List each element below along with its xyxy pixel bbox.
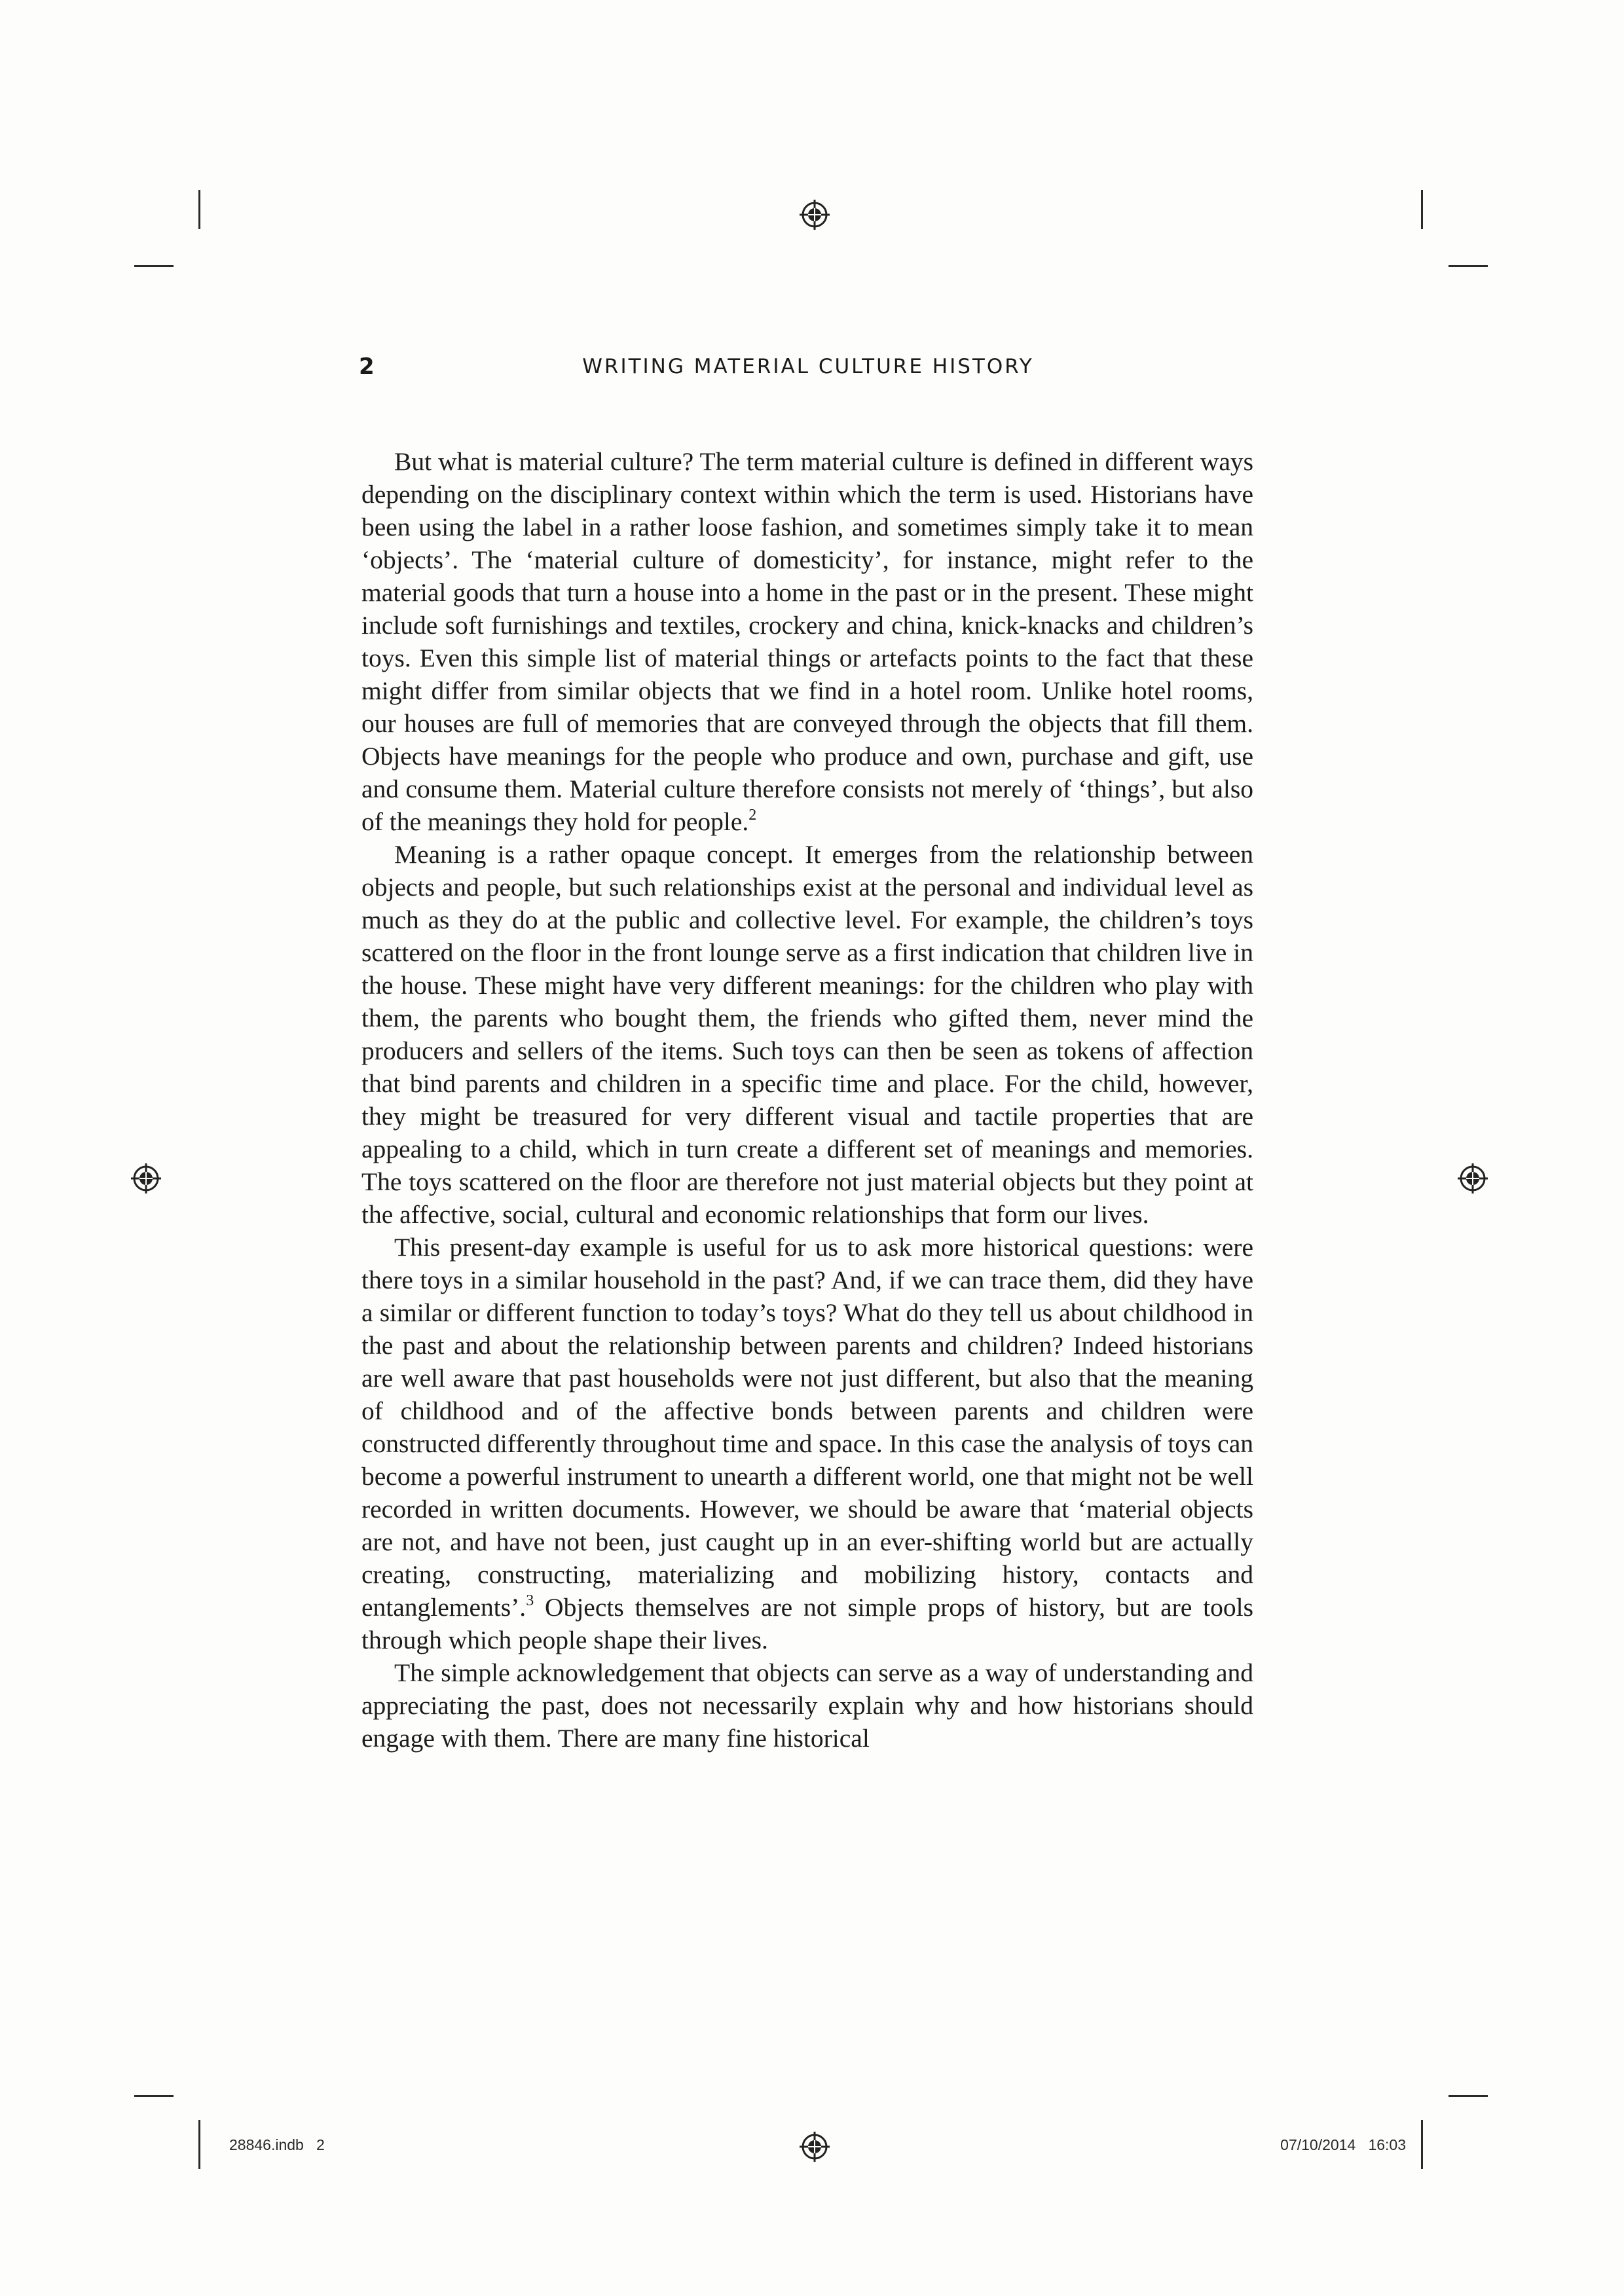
- paragraph-text: But what is material culture? The term material culture is defined in different ways depending on the disciplinary context within which the term is used. Historians have been using the label in a rather loose fashion, and sometimes simply take it to mean ‘objects’. The ‘material culture of domesticity’, for instance, might refer to the material goods that turn a house into a home in the past or in the present. These might include soft furnishings and textiles, crockery and china, knick-knacks and children’s toys. Even this simple list of material things or artefacts points to the fact that these might differ from similar objects that we find in a hotel room. Unlike hotel rooms, our houses are full of memories that are conveyed through the objects that fill them. Objects have meanings for the people who produce and own, purchase and gift, use and consume them. Material culture therefore consists not merely of ‘things’, but also of the meanings they hold for people.: [361, 447, 1253, 836]
- crosshair-registration-icon: [800, 2132, 830, 2162]
- print-timestamp: 07/10/2014 16:03: [1280, 2136, 1406, 2153]
- paragraph: [361, 1656, 1253, 1755]
- crosshair-registration-icon: [800, 200, 830, 230]
- crop-mark-bottom-right-vertical: [1421, 2120, 1423, 2169]
- crop-mark-top-left-vertical: [198, 190, 200, 229]
- crop-mark-bottom-left-horizontal: [134, 2095, 174, 2097]
- paragraph-text: The simple acknowledgement that objects can serve as a way of understanding and appreciating the past, does not necessarily explain why and how historians should engage with them. There are many fine historical: [361, 1658, 1253, 1753]
- crosshair-registration-icon: [131, 1163, 161, 1194]
- paragraph: [361, 838, 1253, 1231]
- page-number: 2: [359, 354, 375, 380]
- paragraph: [361, 445, 1253, 838]
- paragraph: [361, 1231, 1253, 1656]
- page-header: [359, 354, 1257, 393]
- paragraph-text: Meaning is a rather opaque concept. It emerges from the relationship between objects and people, but such relationships exist at the personal and individual level as much as they do at the public and collective level. For example, the children’s toys scattered on the floor in the front lounge serve as a first indication that children live in the house. These might have very different meanings: for the children who play with them, the parents who bought them, the friends who gifted them, never mind the producers and sellers of the items. Such toys can then be seen as tokens of affection that bind parents and children in a specific time and place. For the child, however, they might be treasured for very different visual and tactile properties that are appealing to a child, which in turn create a different set of meanings and memories. The toys scattered on the floor are therefore not just material objects but they point at the affective, social, cultural and economic relationships that form our lives.: [361, 840, 1253, 1229]
- crop-mark-top-right-horizontal: [1449, 265, 1488, 267]
- paragraph-text: This present-day example is useful for us to ask more historical questions: were there toys in a similar household in the past? And, if we can trace them, did they have a similar or different function to today’s toys? What do they tell us about childhood in the past and about the relationship between parents and children? Indeed historians are well aware that past households were not just different, but also that the meaning of childhood and of the affective bonds between parents and children were constructed differently throughout time and space. In this case the analysis of toys can become a powerful instrument to unearth a different world, one that might not be well recorded in written documents. However, we should be aware that ‘material objects are not, and have not been, just caught up in an ever-shifting world but are actually creating, constructing, materializing and mobilizing history, contacts and entanglements’.: [361, 1233, 1253, 1622]
- paragraph-text: Objects themselves are not simple props of history, but are tools through which people shape their lives.: [361, 1593, 1253, 1654]
- body-text: [361, 445, 1253, 1755]
- running-title: WRITING MATERIAL CULTURE HISTORY: [582, 355, 1034, 378]
- crosshair-registration-icon: [1458, 1163, 1488, 1194]
- crop-mark-top-left-horizontal: [134, 265, 174, 267]
- print-file-info: 28846.indb 2: [229, 2136, 325, 2153]
- footnote-reference: 2: [748, 807, 757, 824]
- crop-mark-bottom-left-vertical: [198, 2120, 200, 2169]
- crop-mark-bottom-right-horizontal: [1449, 2095, 1488, 2097]
- crop-mark-top-right-vertical: [1421, 190, 1423, 229]
- footnote-reference: 3: [526, 1592, 534, 1609]
